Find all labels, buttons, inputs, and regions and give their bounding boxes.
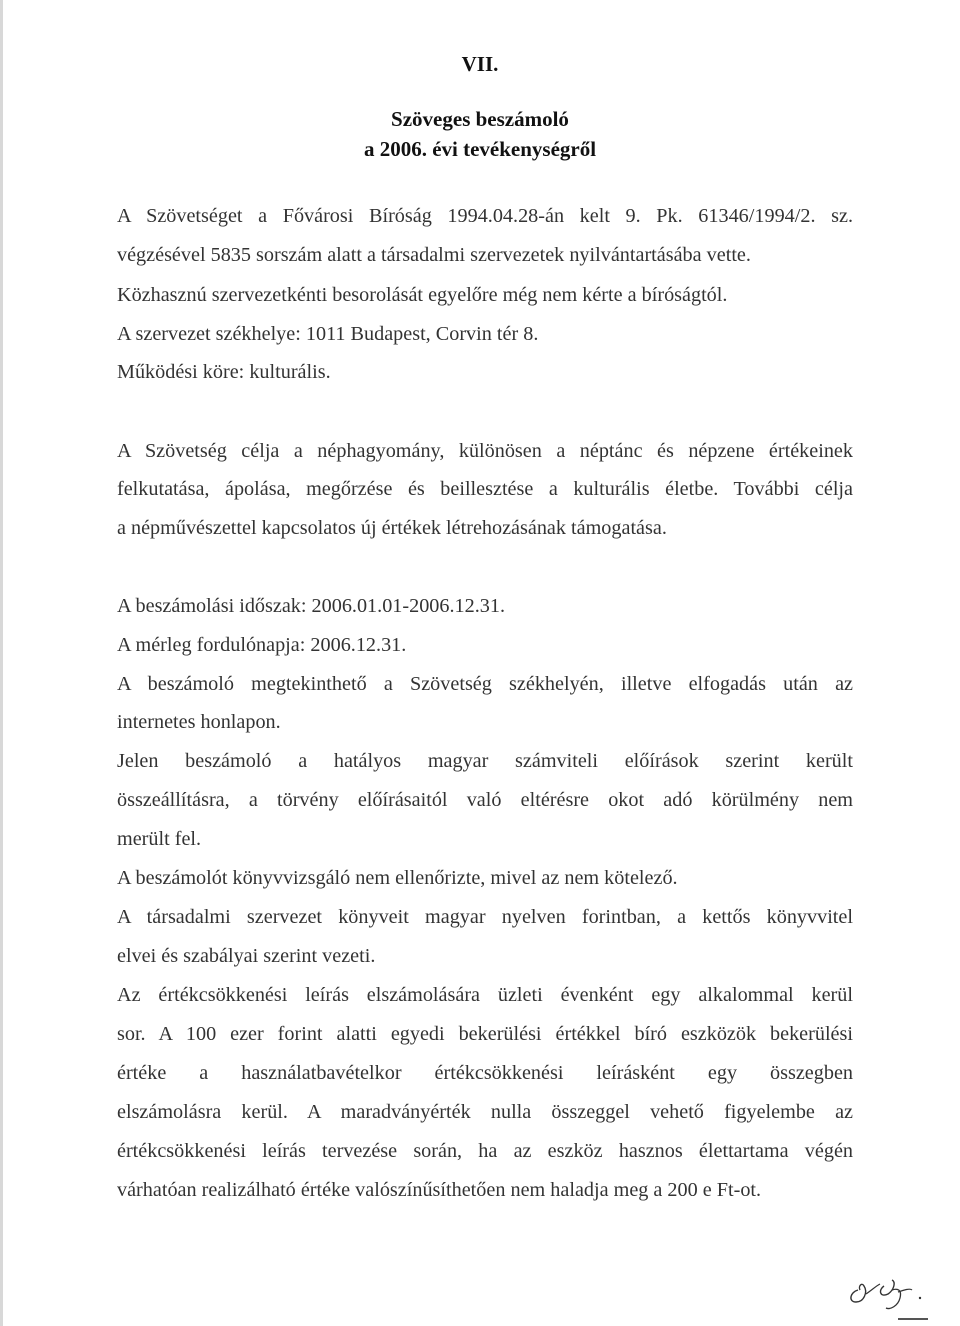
paragraph-line: Közhasznú szervezetkénti besorolását egyelőre még nem kérte a bíróságtól. <box>117 284 728 306</box>
paragraph-line: internetes honlapon. <box>117 711 281 733</box>
title-line-1: Szöveges beszámoló <box>391 107 569 131</box>
paragraph-line: elvei és szabályai szerint vezeti. <box>117 945 376 967</box>
paragraph-line: A Szövetség célja a néphagyomány, különösen a néptánc és népzene értékeinek <box>117 440 853 462</box>
handwritten-signature <box>840 1268 940 1312</box>
paragraph-line: A beszámoló megtekinthető a Szövetség székhelyén, illetve elfogadás után az <box>117 673 853 695</box>
paragraph-line: Jelen beszámoló a hatályos magyar számviteli előírások szerint került <box>117 750 853 772</box>
paragraph-line: sor. A 100 ezer forint alatti egyedi bekerülési értékkel bíró eszközök bekerülési <box>117 1023 853 1045</box>
paragraph-line: A Szövetséget a Fővárosi Bíróság 1994.04.28-án kelt 9. Pk. 61346/1994/2. sz. <box>117 205 853 227</box>
paragraph-line: végzésével 5835 sorszám alatt a társadalmi szervezetek nyilvántartásába vette. <box>117 244 751 266</box>
title-line-2: a 2006. évi tevékenységről <box>363 137 597 161</box>
paragraph-line: értékcsökkenési leírás tervezése során, ha az eszköz hasznos élettartama végén <box>117 1140 853 1162</box>
paragraph-line: elszámolásra kerül. A maradványérték nulla összeggel vehető figyelembe az <box>117 1101 853 1123</box>
paragraph-line: A szervezet székhelye: 1011 Budapest, Corvin tér 8. <box>117 323 539 345</box>
paragraph-line: A beszámolási időszak: 2006.01.01-2006.12.31. <box>117 595 505 617</box>
paragraph-line: A társadalmi szervezet könyveit magyar nyelven forintban, a kettős könyvvitel <box>117 906 853 928</box>
footer-mark <box>898 1318 928 1320</box>
paragraph-line: Működési köre: kulturális. <box>117 361 331 383</box>
paragraph-line: összeállításra, a törvény előírásaitól való eltérésre okot adó körülmény nem <box>117 789 853 811</box>
chapter-number: VII. <box>461 52 499 76</box>
paragraph-line: A mérleg fordulónapja: 2006.12.31. <box>117 634 407 656</box>
paragraph-line: a népművészettel kapcsolatos új értékek létrehozásának támogatása. <box>117 517 667 539</box>
document-title <box>0 104 960 164</box>
paragraph-line: értéke a használatbavételkor értékcsökkenési leírásként egy összegben <box>117 1062 853 1084</box>
paragraph-line: felkutatása, ápolása, megőrzése és beillesztése a kulturális életbe. További célja <box>117 478 853 500</box>
paragraph-line: várhatóan realizálható értéke valószínűsíthetően nem haladja meg a 200 e Ft-ot. <box>117 1179 762 1201</box>
paragraph-line: Az értékcsökkenési leírás elszámolására üzleti évenként egy alkalommal kerül <box>117 984 853 1006</box>
paragraph-line: merült fel. <box>117 828 202 850</box>
paragraph-line: A beszámolót könyvvizsgáló nem ellenőrizte, mivel az nem kötelező. <box>117 867 678 889</box>
page-left-edge <box>0 0 3 1326</box>
